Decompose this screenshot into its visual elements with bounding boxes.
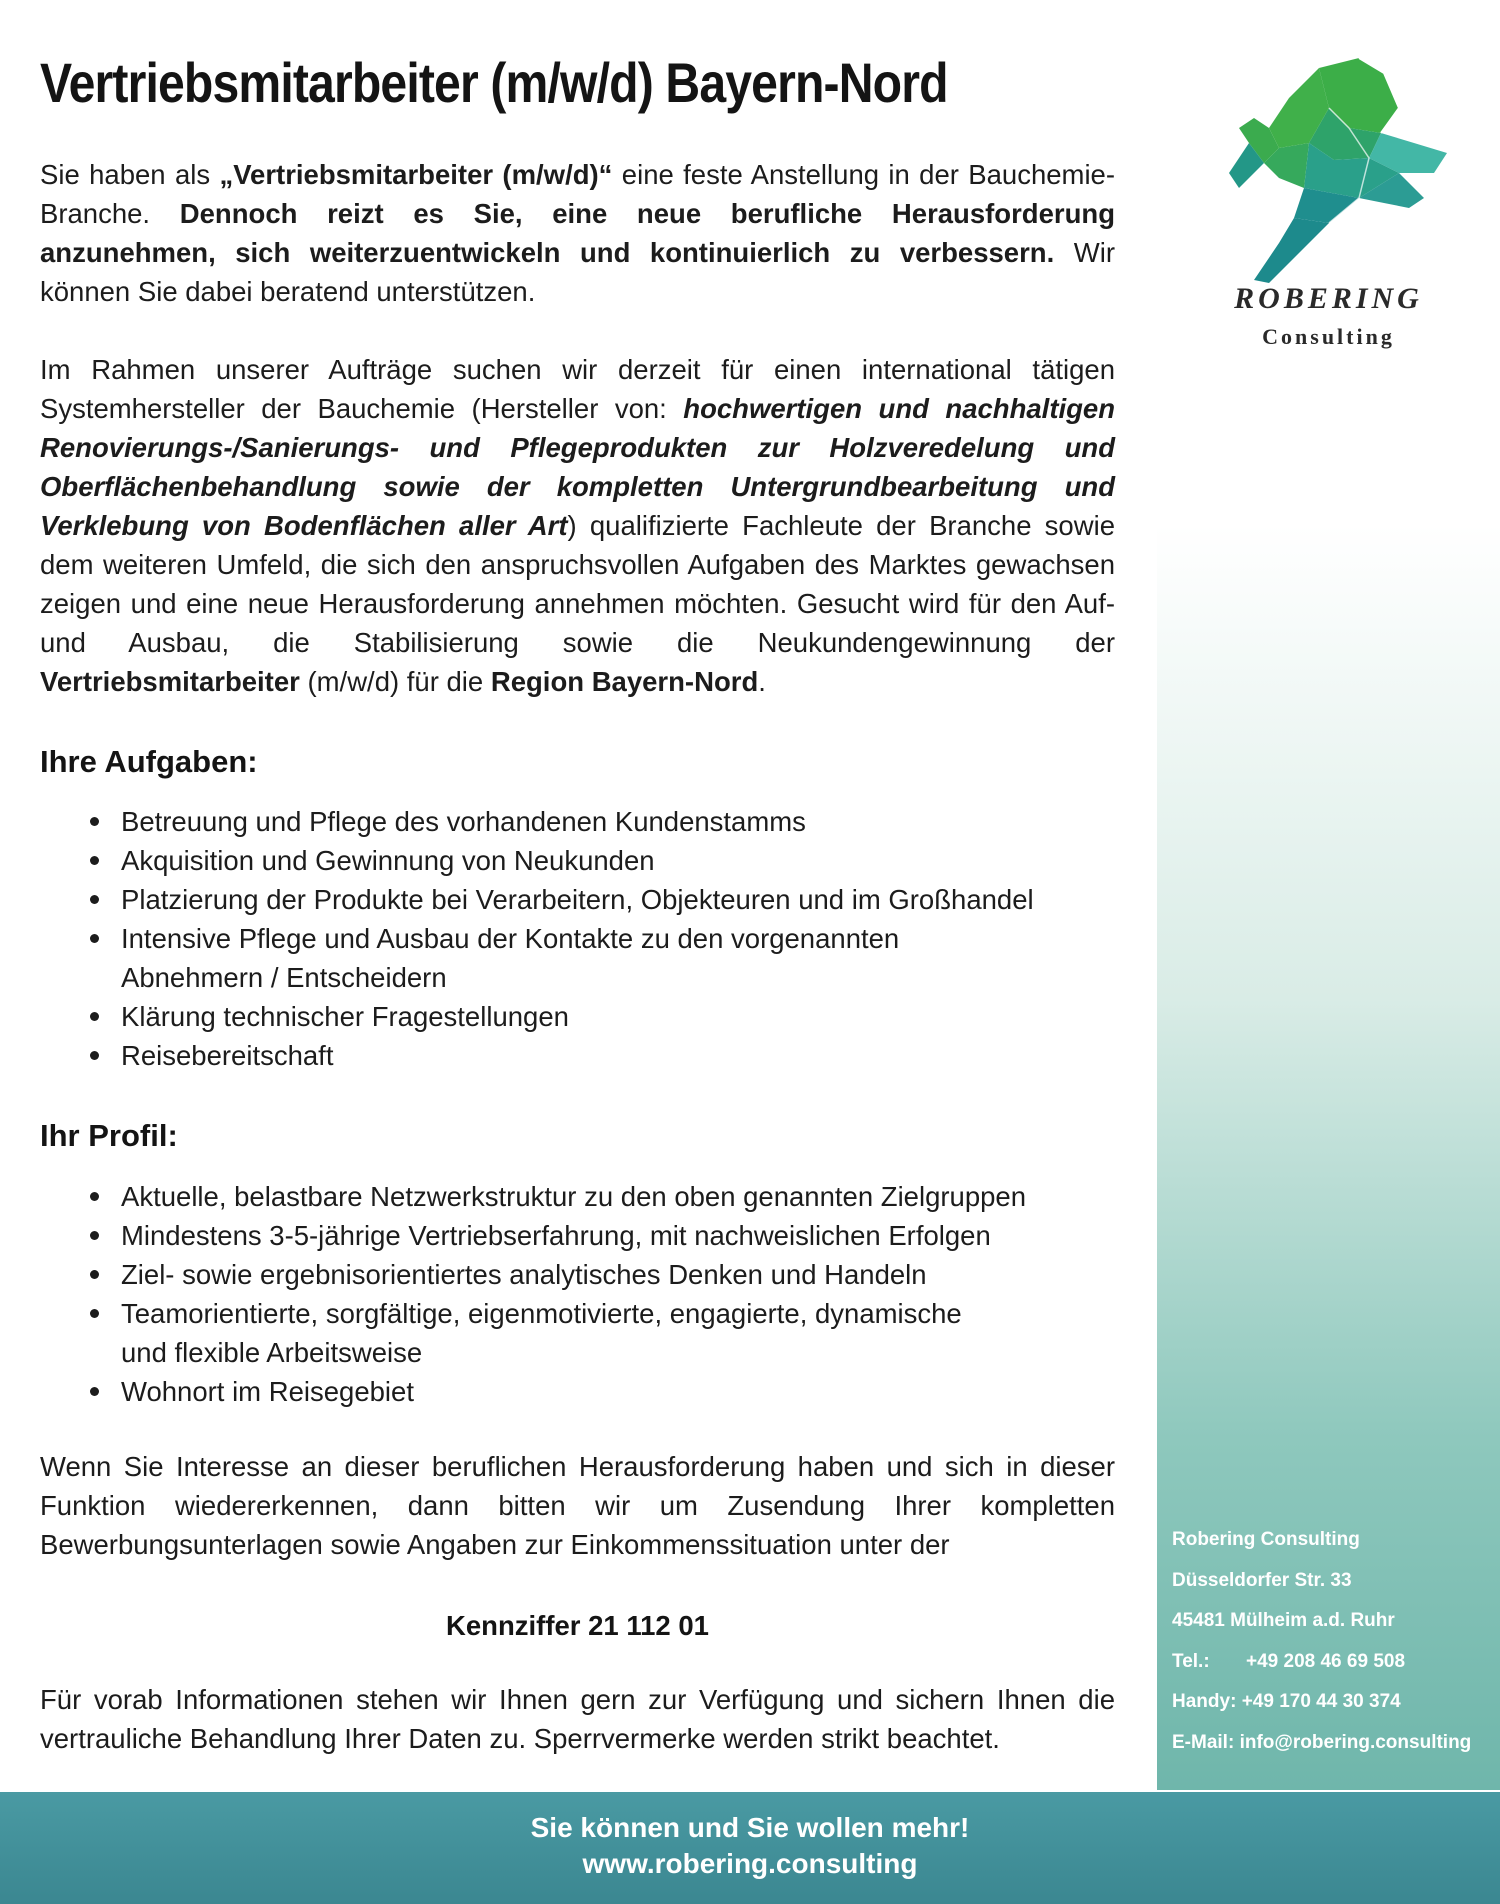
contact-mobile xyxy=(1172,1682,1497,1723)
page-title: Vertriebsmitarbeiter (m/w/d) Bayern-Nord xyxy=(40,51,948,114)
list-item xyxy=(40,1036,1115,1075)
intro-text: eine feste Anstellung in der Bauchemie-Branche. xyxy=(40,159,1116,229)
bullet-icon xyxy=(90,856,99,865)
email-link[interactable]: info@robering.consulting xyxy=(1239,1731,1472,1753)
profile-heading: Ihr Profil: xyxy=(40,1118,178,1153)
list-item-text: Teamorientierte, sorgfältige, eigenmotivierte, engagierte, dynamische und flexible Arbeitsweise xyxy=(121,1298,962,1368)
list-item-text: Mindestens 3-5-jährige Vertriebserfahrung, mit nachweislichen Erfolgen xyxy=(121,1220,991,1251)
list-item xyxy=(40,1255,1115,1294)
list-item-text: Intensive Pflege und Ausbau der Kontakte zu den vorgenannten Abnehmern / Entscheidern xyxy=(121,923,900,993)
intro-highlight: Dennoch reizt es Sie, eine neue berufliche Herausforderung anzunehmen, sich weiterzuentwickeln und kontinuierlich zu verbessern. xyxy=(40,198,1115,268)
list-item-text: Klärung technischer Fragestellungen xyxy=(121,1001,569,1032)
phone-label: Tel.: xyxy=(1172,1650,1210,1672)
context-text: Im Rahmen unserer Aufträge suchen wir derzeit für einen international tätigen Systemhersteller der Bauchemie (Hersteller von: xyxy=(40,354,1115,424)
context-text: (m/w/d) für die xyxy=(299,666,491,697)
list-item xyxy=(40,841,1115,880)
reference-number: Kennziffer 21 112 01 xyxy=(446,1610,709,1641)
list-item-text: Wohnort im Reisegebiet xyxy=(121,1376,414,1407)
contact-company: Robering Consulting xyxy=(1172,1529,1360,1550)
final-paragraph: Für vorab Informationen stehen wir Ihnen gern zur Verfügung und sichern Ihnen die vertrauliche Behandlung Ihrer Daten zu. Sperrvermerke werden strikt beachtet. xyxy=(40,1684,1115,1754)
product-description: hochwertigen und nachhaltigen Renovierungs-/Sanierungs- und Pflegeprodukten zur Holzveredelung und Oberflächenbehandlung sowie der kompletten Untergrundbearbeitung und Verklebung von Bodenflächen aller Art xyxy=(40,393,1116,541)
list-item xyxy=(40,802,1115,841)
sidebar xyxy=(1157,32,1500,1790)
list-item-text: Akquisition und Gewinnung von Neukunden xyxy=(121,845,655,876)
context-region: Region Bayern-Nord xyxy=(490,666,759,697)
footer-slogan: Sie können und Sie wollen mehr! xyxy=(530,1812,970,1843)
list-item xyxy=(40,880,1115,919)
tasks-list xyxy=(40,802,1115,1075)
bullet-icon xyxy=(90,895,99,904)
bullet-icon xyxy=(90,1387,99,1396)
contact-street: Düsseldorfer Str. 33 xyxy=(1172,1569,1352,1591)
bullet-icon xyxy=(90,1192,99,1201)
contact-phone xyxy=(1172,1642,1497,1683)
list-item xyxy=(40,997,1115,1036)
context-paragraph xyxy=(40,350,1115,701)
intro-paragraph xyxy=(40,155,1115,311)
list-item-text: Aktuelle, belastbare Netzwerkstruktur zu den oben genannten Zielgruppen xyxy=(121,1181,1027,1212)
context-role: Vertriebsmitarbeiter xyxy=(40,666,300,697)
list-item-text: Reisebereitschaft xyxy=(121,1040,334,1071)
profile-list xyxy=(40,1177,1115,1411)
bullet-icon xyxy=(90,934,99,943)
intro-job-title: „Vertriebsmitarbeiter (m/w/d)“ xyxy=(219,159,613,190)
email-label: E-Mail: xyxy=(1172,1731,1235,1753)
bullet-icon xyxy=(90,1051,99,1060)
lion-logo-icon xyxy=(1209,48,1449,288)
phone-value[interactable]: +49 208 46 69 508 xyxy=(1246,1650,1406,1672)
brand-name: ROBERING xyxy=(1234,282,1423,315)
list-item-text: Ziel- sowie ergebnisorientiertes analytisches Denken und Handeln xyxy=(121,1259,927,1290)
bullet-icon xyxy=(90,1270,99,1279)
intro-text: Wir können Sie dabei beratend unterstützen. xyxy=(40,237,1115,307)
tasks-heading: Ihre Aufgaben: xyxy=(40,744,258,779)
contact-block xyxy=(1172,1520,1497,1763)
list-item xyxy=(40,1294,1115,1372)
list-item xyxy=(40,1372,1115,1411)
list-item xyxy=(40,1177,1115,1216)
mobile-value[interactable]: +49 170 44 30 374 xyxy=(1241,1691,1401,1712)
list-item xyxy=(40,1216,1115,1255)
bullet-icon xyxy=(90,1231,99,1240)
intro-text: Sie haben als xyxy=(40,159,220,190)
context-text: . xyxy=(758,666,766,697)
contact-city: 45481 Mülheim a.d. Ruhr xyxy=(1172,1610,1395,1631)
brand-subtitle: Consulting xyxy=(1262,324,1395,349)
footer-url-link[interactable]: www.robering.consulting xyxy=(582,1848,918,1879)
list-item-text: Platzierung der Produkte bei Verarbeitern, Objekteuren und im Großhandel xyxy=(121,884,1034,915)
contact-email xyxy=(1172,1723,1497,1764)
list-item xyxy=(40,919,1115,997)
bullet-icon xyxy=(90,1012,99,1021)
bullet-icon xyxy=(90,1309,99,1318)
mobile-label: Handy: xyxy=(1172,1691,1237,1712)
footer-banner xyxy=(0,1792,1500,1904)
bullet-icon xyxy=(90,817,99,826)
list-item-text: Betreuung und Pflege des vorhandenen Kundenstamms xyxy=(121,806,806,837)
context-text: ) qualifizierte Fachleute der Branche sowie dem weiteren Umfeld, die sich den anspruchsvollen Aufgaben des Marktes gewachsen zeigen und eine neue Herausforderung annehmen möchten. Gesucht wird für den Auf- und Ausbau, die Stabilisierung sowie die Neukundengewinnung der xyxy=(40,510,1115,658)
closing-paragraph: Wenn Sie Interesse an dieser beruflichen Herausforderung haben und sich in dieser Funktion wiedererkennen, dann bitten wir um Zusendung Ihrer kompletten Bewerbungsunterlagen sowie Angaben zur Einkommenssituation unter der xyxy=(40,1451,1115,1560)
